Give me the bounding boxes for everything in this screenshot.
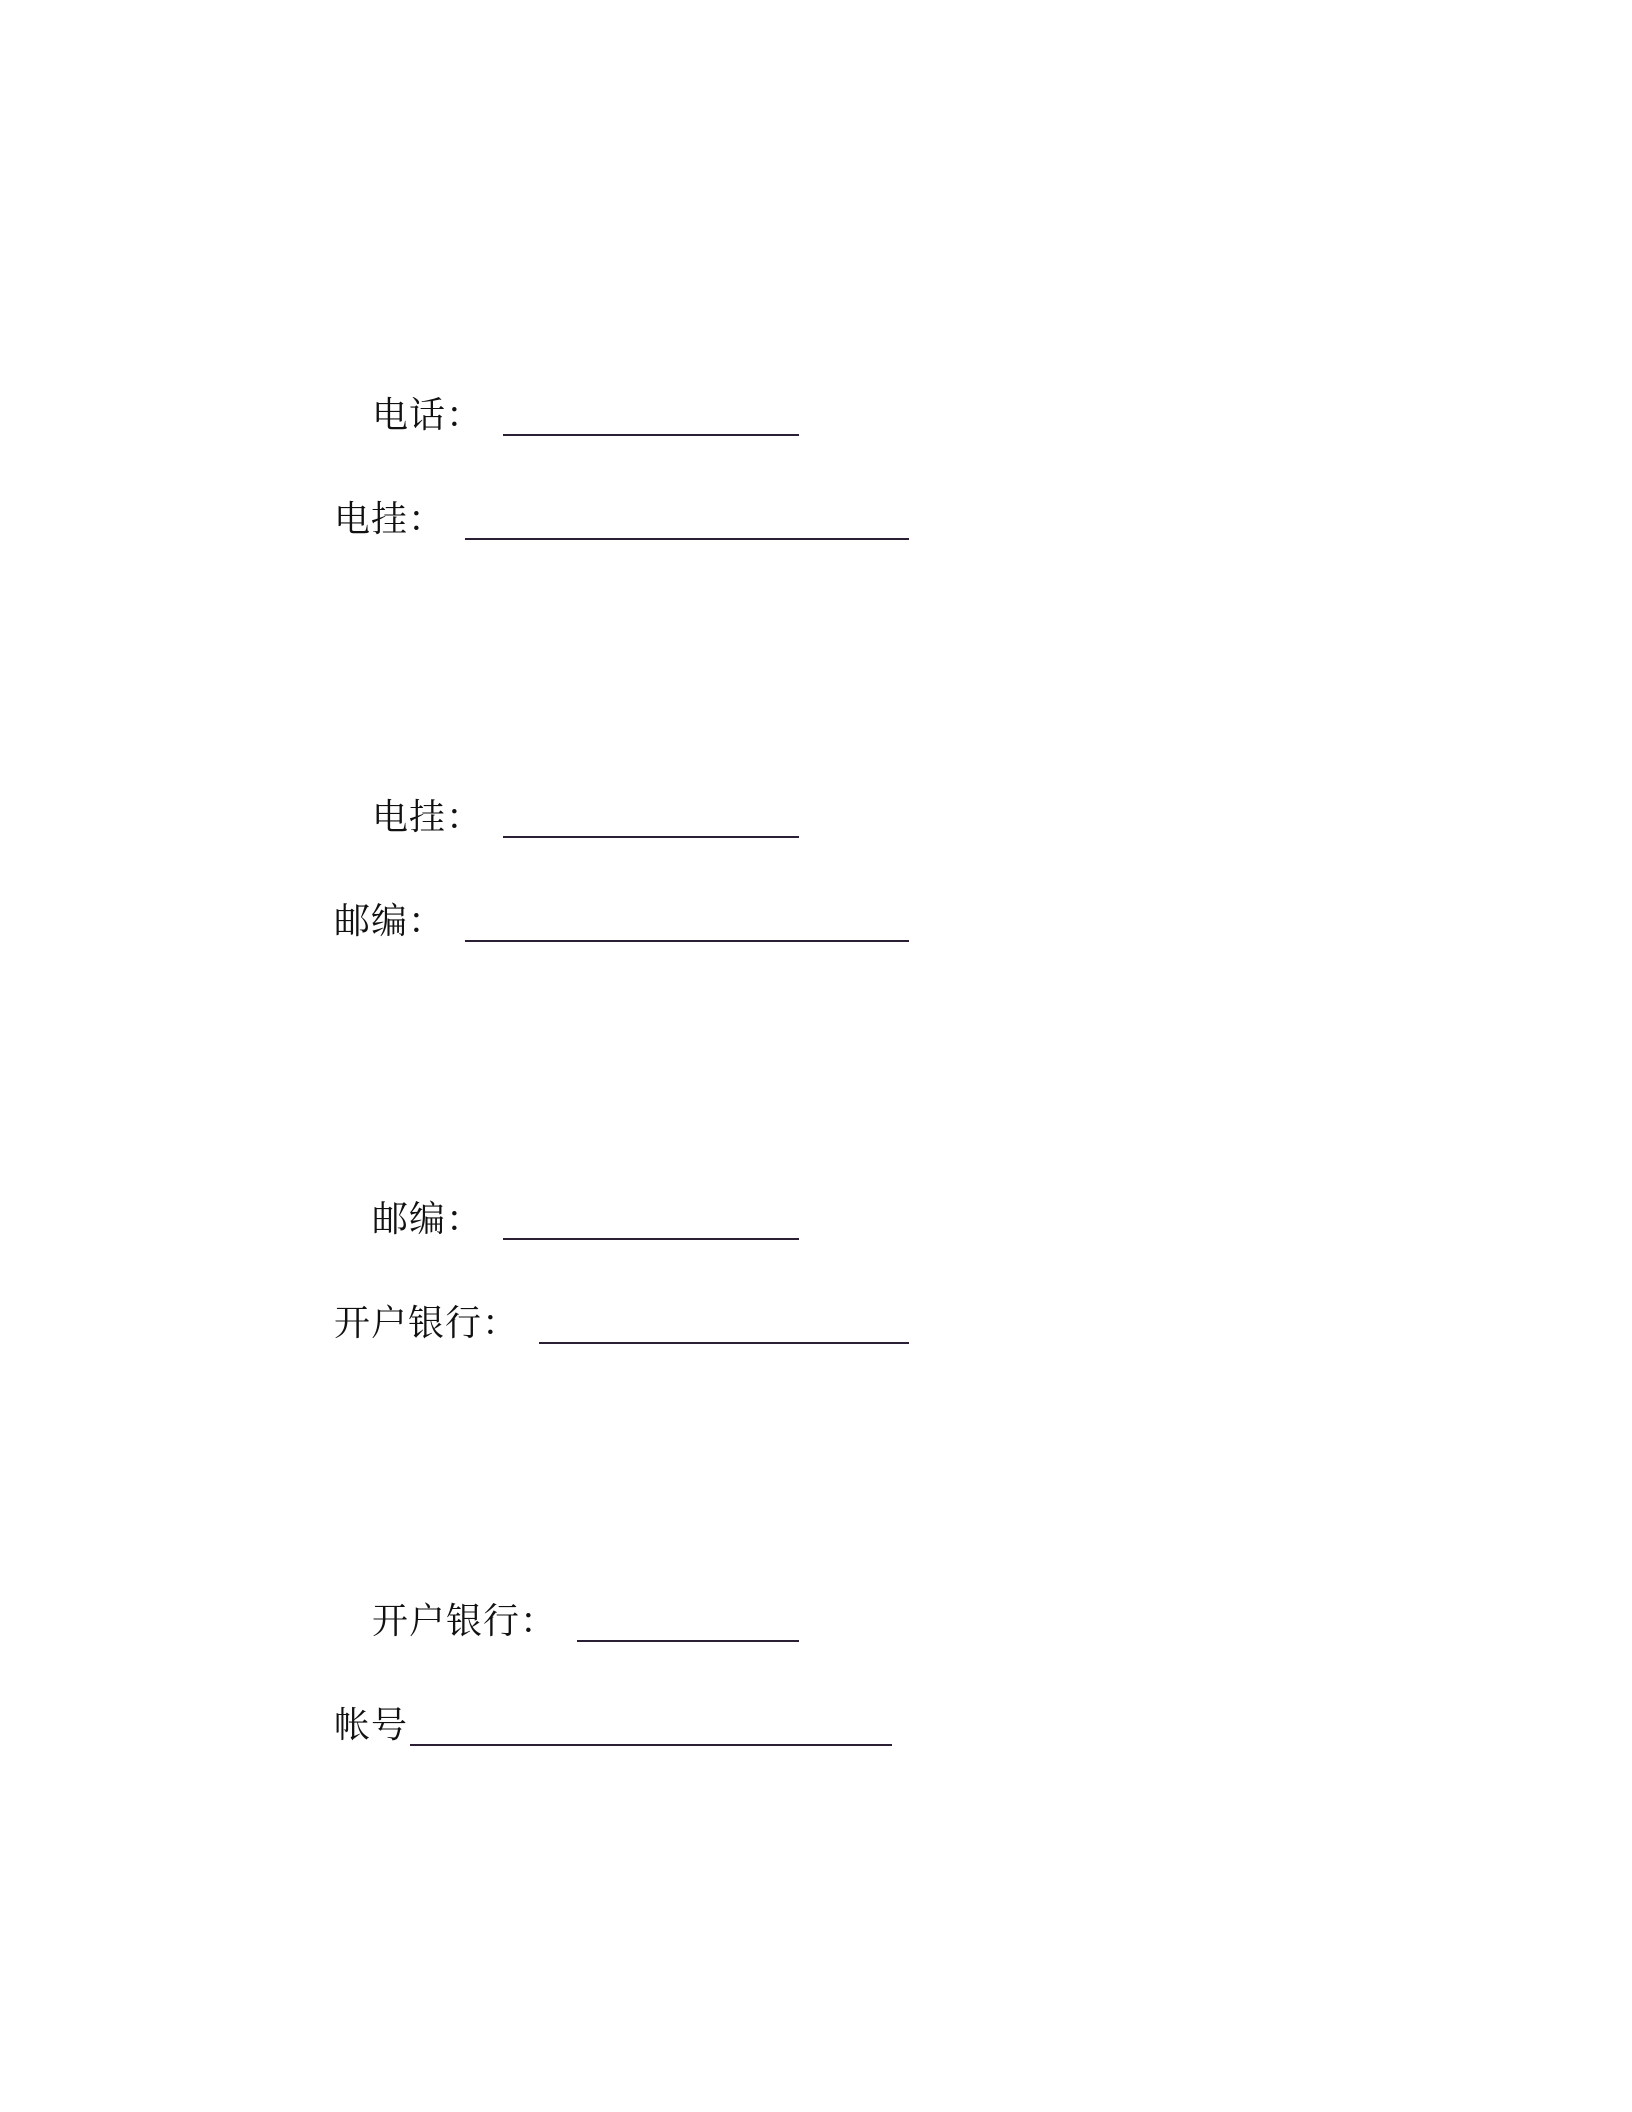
telegraph-label-2: 电挂：	[372, 797, 484, 838]
postcode-label: 邮编：	[334, 901, 446, 942]
account-label: 帐号	[334, 1705, 409, 1746]
account-row	[334, 1700, 892, 1748]
postcode-fill-line-2[interactable]	[503, 1238, 799, 1240]
telegraph-fill-line-2[interactable]	[503, 836, 799, 838]
postcode-label-2: 邮编：	[372, 1199, 484, 1240]
postcode-row-2	[372, 1194, 799, 1242]
bank-fill-line[interactable]	[539, 1342, 909, 1344]
phone-fill-line[interactable]	[503, 434, 799, 436]
telegraph-label: 电挂：	[334, 499, 446, 540]
bank-row	[334, 1298, 909, 1346]
postcode-fill-line[interactable]	[465, 940, 909, 942]
postcode-row	[334, 896, 909, 944]
phone-row	[372, 390, 799, 438]
telegraph-row-2	[372, 792, 799, 840]
bank-label: 开户银行：	[334, 1303, 520, 1344]
bank-row-2	[372, 1596, 799, 1644]
bank-label-2: 开户银行：	[372, 1601, 558, 1642]
account-fill-line[interactable]	[410, 1744, 892, 1746]
phone-label: 电话：	[372, 395, 484, 436]
telegraph-row	[334, 494, 909, 542]
bank-fill-line-2[interactable]	[577, 1640, 799, 1642]
telegraph-fill-line[interactable]	[465, 538, 909, 540]
